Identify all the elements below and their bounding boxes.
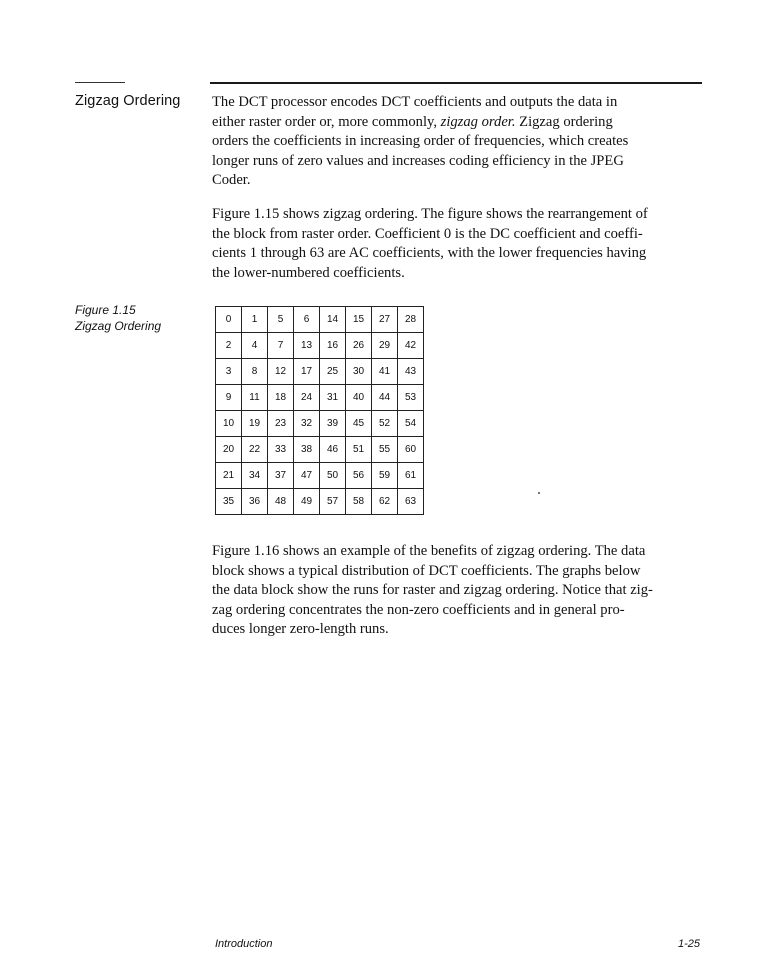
grid-cell: 25 (320, 359, 346, 385)
grid-cell: 52 (372, 411, 398, 437)
grid-cell: 10 (216, 411, 242, 437)
grid-cell: 3 (216, 359, 242, 385)
zigzag-grid (215, 306, 424, 515)
text-line (212, 620, 653, 640)
grid-cell: 16 (320, 333, 346, 359)
grid-cell: 36 (242, 489, 268, 515)
grid-cell: 62 (372, 489, 398, 515)
grid-cell: 49 (294, 489, 320, 515)
text-line (212, 244, 648, 264)
grid-cell: 30 (346, 359, 372, 385)
grid-cell: 8 (242, 359, 268, 385)
grid-cell: 35 (216, 489, 242, 515)
text-line (212, 113, 628, 133)
figure-title: Zigzag Ordering (75, 319, 162, 333)
grid-row (216, 437, 424, 463)
grid-cell: 51 (346, 437, 372, 463)
grid-cell: 50 (320, 463, 346, 489)
grid-cell: 24 (294, 385, 320, 411)
grid-cell: 27 (372, 307, 398, 333)
grid-cell: 54 (398, 411, 424, 437)
grid-row (216, 333, 424, 359)
text-run: the data block show the runs for raster and zigzag ordering. Notice that zig- (212, 582, 653, 598)
grid-cell: 47 (294, 463, 320, 489)
grid-cell: 41 (372, 359, 398, 385)
grid-cell: 43 (398, 359, 424, 385)
grid-cell: 34 (242, 463, 268, 489)
grid-cell: 22 (242, 437, 268, 463)
header-rule-short (75, 82, 125, 83)
grid-cell: 37 (268, 463, 294, 489)
text-line (212, 601, 653, 621)
text-line (212, 93, 628, 113)
grid-cell: 17 (294, 359, 320, 385)
grid-cell: 9 (216, 385, 242, 411)
grid-cell: 2 (216, 333, 242, 359)
grid-cell: 55 (372, 437, 398, 463)
grid-cell: 28 (398, 307, 424, 333)
grid-cell: 29 (372, 333, 398, 359)
grid-cell: 45 (346, 411, 372, 437)
text-run: Figure 1.16 shows an example of the benefits of zigzag ordering. The data (212, 543, 646, 559)
text-line (212, 171, 628, 191)
grid-cell: 63 (398, 489, 424, 515)
grid-cell: 21 (216, 463, 242, 489)
grid-cell: 14 (320, 307, 346, 333)
grid-cell: 32 (294, 411, 320, 437)
grid-cell: 6 (294, 307, 320, 333)
grid-cell: 53 (398, 385, 424, 411)
text-run: cients 1 through 63 are AC coefficients, with the lower frequencies having (212, 245, 647, 261)
grid-row (216, 489, 424, 515)
grid-row (216, 385, 424, 411)
text-run: Zigzag ordering (515, 113, 613, 130)
text-run: either raster order or, more commonly, (212, 113, 441, 130)
text-line (212, 562, 653, 582)
text-run: block shows a typical distribution of DCT coefficients. The graphs below (212, 562, 641, 579)
footer-chapter: Introduction (215, 938, 273, 950)
text-line (212, 264, 648, 284)
grid-cell: 0 (216, 307, 242, 333)
figure-caption (75, 302, 161, 334)
grid-cell: 7 (268, 333, 294, 359)
grid-cell: 11 (242, 385, 268, 411)
section-heading: Zigzag Ordering (75, 93, 181, 109)
grid-cell: 23 (268, 411, 294, 437)
grid-row (216, 359, 424, 385)
paragraph-intro (212, 93, 628, 191)
text-run: zag ordering concentrates the non-zero coefficients and in general pro- (212, 601, 625, 618)
text-run: the block from raster order. Coefficient 0 is the DC coefficient and coeffi- (212, 225, 643, 242)
grid-row (216, 411, 424, 437)
text-run: Figure 1.15 shows zigzag ordering. The figure shows the rearrangement of (212, 206, 648, 222)
grid-cell: 39 (320, 411, 346, 437)
text-line (212, 205, 648, 225)
grid-cell: 31 (320, 385, 346, 411)
grid-cell: 44 (372, 385, 398, 411)
grid-cell: 20 (216, 437, 242, 463)
text-line (212, 225, 648, 245)
text-run: Coder. (212, 172, 251, 188)
text-run: The DCT processor encodes DCT coefficients and outputs the data in (212, 94, 618, 110)
grid-cell: 60 (398, 437, 424, 463)
emphasis-text: zigzag order. (440, 113, 516, 130)
paragraph-figure-reference (212, 205, 648, 283)
text-run: duces longer zero-length runs. (212, 621, 389, 637)
grid-cell: 13 (294, 333, 320, 359)
grid-cell: 42 (398, 333, 424, 359)
stray-mark (538, 492, 540, 494)
grid-cell: 4 (242, 333, 268, 359)
text-line (212, 132, 628, 152)
grid-cell: 58 (346, 489, 372, 515)
figure-number: Figure 1.15 (75, 303, 136, 317)
footer-page-number: 1-25 (677, 938, 700, 950)
grid-cell: 57 (320, 489, 346, 515)
grid-cell: 18 (268, 385, 294, 411)
grid-cell: 59 (372, 463, 398, 489)
grid-row (216, 463, 424, 489)
grid-cell: 46 (320, 437, 346, 463)
paragraph-example (212, 542, 653, 640)
grid-cell: 38 (294, 437, 320, 463)
grid-cell: 40 (346, 385, 372, 411)
grid-cell: 15 (346, 307, 372, 333)
text-line (212, 542, 653, 562)
grid-cell: 1 (242, 307, 268, 333)
grid-cell: 26 (346, 333, 372, 359)
grid-cell: 19 (242, 411, 268, 437)
grid-cell: 12 (268, 359, 294, 385)
text-line (212, 152, 628, 172)
grid-cell: 33 (268, 437, 294, 463)
text-run: orders the coefficients in increasing order of frequencies, which creates (212, 133, 629, 149)
text-run: longer runs of zero values and increases coding efficiency in the JPEG (212, 152, 624, 169)
header-rule (210, 82, 702, 84)
grid-cell: 5 (268, 307, 294, 333)
text-run: the lower-numbered coefficients. (212, 264, 405, 281)
grid-cell: 48 (268, 489, 294, 515)
grid-cell: 61 (398, 463, 424, 489)
text-line (212, 581, 653, 601)
grid-cell: 56 (346, 463, 372, 489)
grid-row (216, 307, 424, 333)
